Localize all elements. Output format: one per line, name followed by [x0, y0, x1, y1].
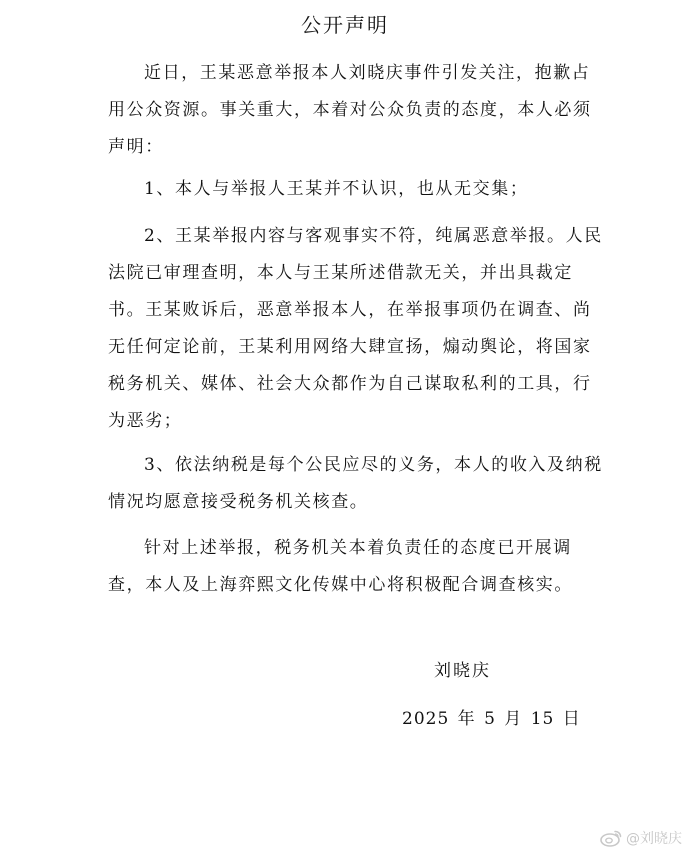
weibo-watermark — [600, 828, 682, 848]
watermark-text: @刘晓庆 — [626, 831, 682, 847]
paragraph-point-3 — [108, 447, 608, 521]
paragraph-conclusion — [108, 530, 608, 604]
paragraph-intro-text: 近日，王某恶意举报本人刘晓庆事件引发关注，抱歉占用公众资源。事关重大，本着对公众负责的态度，本人必须声明： — [108, 63, 592, 157]
paragraph-point-2-text: 2、王某举报内容与客观事实不符，纯属恶意举报。人民法院已审理查明，本人与王某所述借款无关，并出具裁定书。王某败诉后，恶意举报本人，在举报事项仍在调查、尚无任何定论前，王某利用网络大肆宣扬，煽动舆论，将国家税务机关、媒体、社会大众都作为自己谋取私利的工具，行为恶劣； — [108, 226, 603, 431]
signature-date: 2025 年 5 月 15 日 — [402, 709, 581, 729]
document-title: 公开声明 — [301, 13, 389, 37]
paragraph-point-2 — [108, 218, 608, 440]
paragraph-point-1 — [108, 171, 608, 208]
paragraph-conclusion-text: 针对上述举报，税务机关本着负责任的态度已开展调查，本人及上海弈熙文化传媒中心将积极配合调查核实。 — [108, 538, 573, 595]
paragraph-point-3-text: 3、依法纳税是每个公民应尽的义务，本人的收入及纳税情况均愿意接受税务机关核查。 — [108, 455, 603, 512]
paragraph-point-1-text: 1、本人与举报人王某并不认识，也从无交集； — [144, 179, 529, 199]
signature: 刘晓庆 — [434, 661, 491, 681]
weibo-icon — [600, 829, 622, 847]
paragraph-intro — [108, 55, 608, 166]
